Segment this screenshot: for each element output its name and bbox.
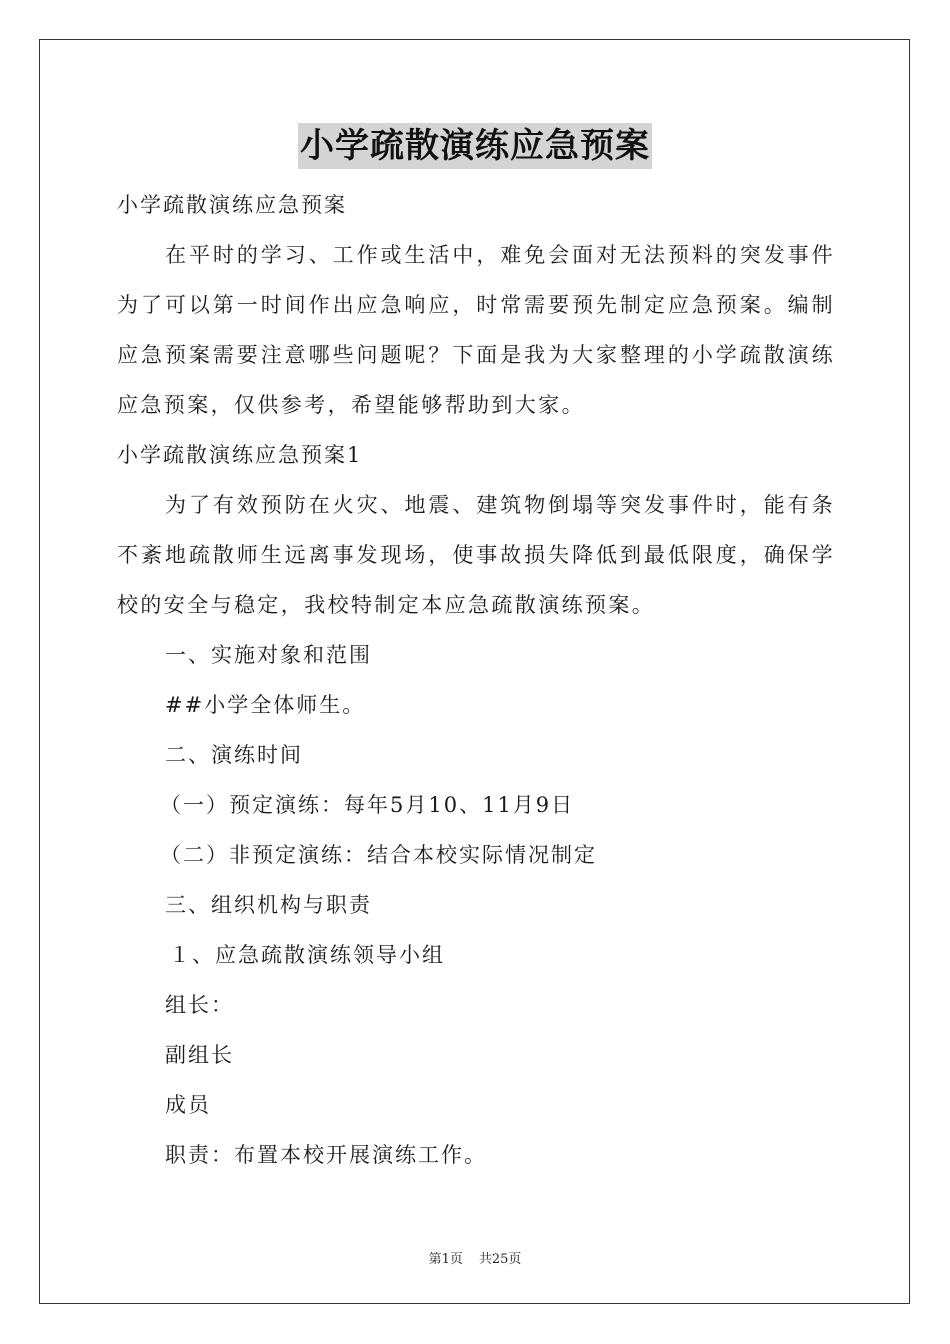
group-members: 成员 <box>165 1093 211 1117</box>
intro-paragraph: 在平时的学习、工作或生活中，难免会面对无法预料的突发事件为了可以第一时间作出应急响应，时常需要预先制定应急预案。编制应急预案需要注意哪些问题呢？下面是我为大家整理的小学疏散演练应急预案，仅供参考，希望能够帮助到大家。 <box>117 243 835 417</box>
scope-content: ##小学全体师生。 <box>165 693 366 717</box>
vice-leader: 副组长 <box>165 1043 234 1067</box>
title-container <box>0 123 950 169</box>
section-title: 小学疏散演练应急预案1 <box>117 443 363 467</box>
heading-scope: 一、实施对象和范围 <box>165 643 372 667</box>
scheduled-drill: （一）预定演练：每年5月10、11月9日 <box>160 793 575 817</box>
document-title: 小学疏散演练应急预案 <box>298 123 652 169</box>
group-leader: 组长： <box>165 993 234 1017</box>
group-duty: 职责：布置本校开展演练工作。 <box>165 1143 487 1167</box>
heading-time: 二、演练时间 <box>165 743 303 767</box>
leadership-group: １、应急疏散演练领导小组 <box>169 943 445 967</box>
page-number: 第1页 <box>428 1252 463 1267</box>
purpose-paragraph: 为了有效预防在火灾、地震、建筑物倒塌等突发事件时，能有条不紊地疏散师生远离事发现场，使事故损失降低到最低限度，确保学校的安全与稳定，我校特制定本应急疏散演练预案。 <box>117 493 835 617</box>
page-total: 共25页 <box>478 1252 522 1267</box>
document-body <box>117 180 835 1180</box>
document-subtitle: 小学疏散演练应急预案 <box>117 193 347 217</box>
page-footer <box>0 1248 950 1267</box>
heading-organization: 三、组织机构与职责 <box>165 893 372 917</box>
unscheduled-drill: （二）非预定演练：结合本校实际情况制定 <box>160 843 597 867</box>
